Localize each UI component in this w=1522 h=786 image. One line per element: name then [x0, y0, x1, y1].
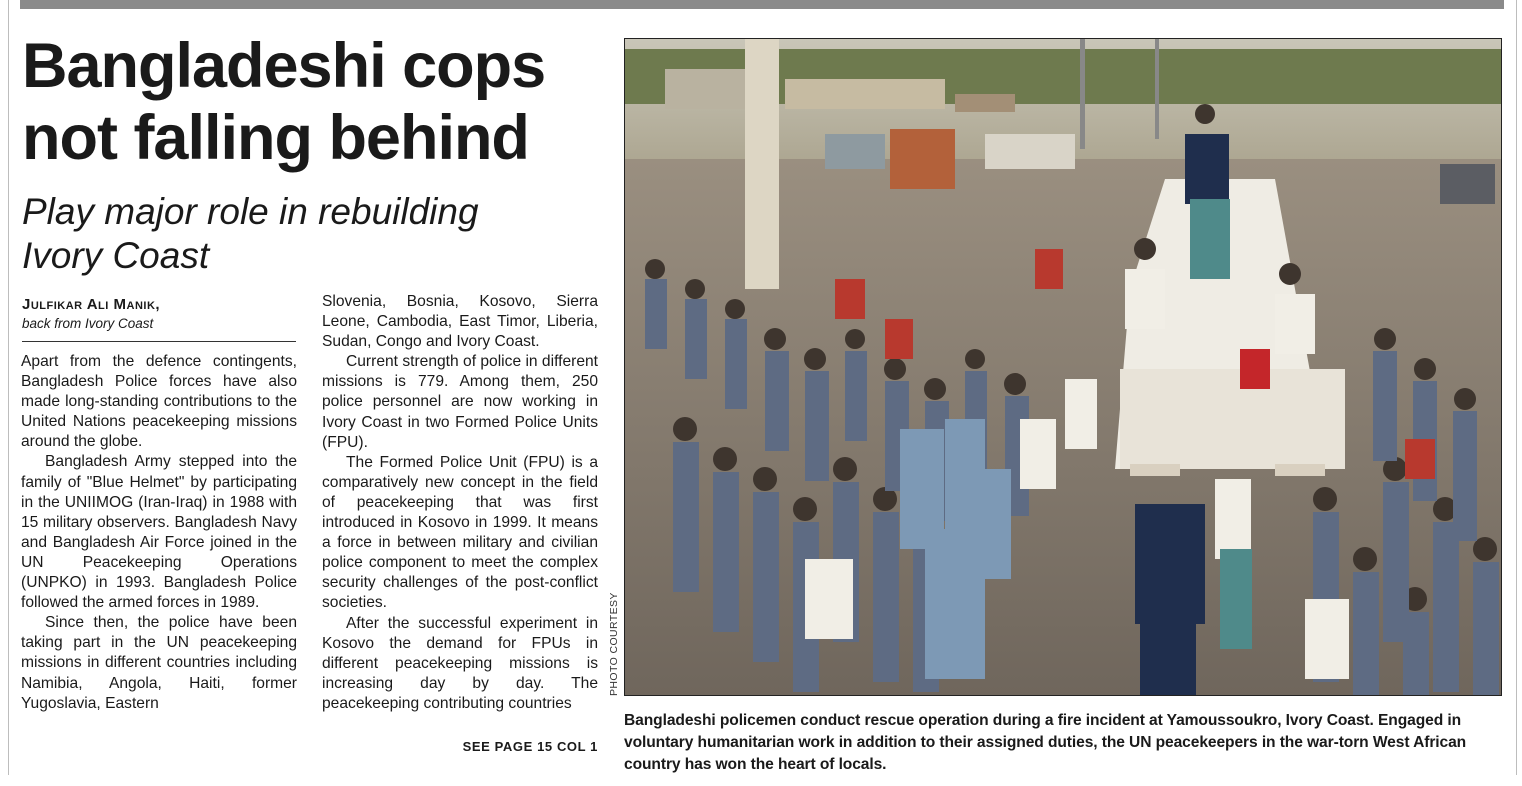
paragraph: The Formed Police Unit (FPU) is a comparatively new concept in the field of peacekeeping that was first introduced in Kosovo in 1999. It means a force in between military and civilian police component to meet the complex security challenges of the post-conflict societies. — [322, 453, 598, 612]
article-column-2 — [322, 292, 598, 714]
left-border — [8, 0, 9, 775]
top-rule — [20, 0, 1504, 9]
paragraph: Apart from the defence contingents, Bangladesh Police forces have also made long-standing contributions to the United Nations peacekeeping missions around the globe. — [21, 353, 297, 451]
byline-dateline: back from Ivory Coast — [22, 316, 154, 331]
paragraph: Bangladesh Army stepped into the family of "Blue Helmet" by participating in the UNIIMOG (Iran-Iraq) in 1988 with 15 military observers. Bangladesh Navy and Bangladesh Air Force joined in the UN Peacekeeping Operations (UNPKO) in 1993. Bangladesh Police followed the armed forces in 1989. — [21, 453, 297, 612]
subheadline-line-1: Play major role in rebuilding — [22, 191, 479, 232]
subheadline — [22, 190, 602, 278]
byline — [22, 295, 296, 333]
photo-credit: PHOTO COURTESY — [608, 592, 620, 696]
news-photo — [624, 38, 1502, 696]
right-border — [1516, 0, 1517, 775]
paragraph: Slovenia, Bosnia, Kosovo, Sierra Leone, Cambodia, East Timor, Liberia, Sudan, Congo and Ivory Coast. — [322, 293, 598, 351]
paragraph: Current strength of police in different missions is 779. Among them, 250 police personnel are now working in Ivory Coast in two Formed Police Units (FPU). — [322, 353, 598, 451]
paragraph: After the successful experiment in Kosovo the demand for FPUs in different peacekeeping missions is increasing day by day. The peacekeeping contributing countries — [322, 614, 598, 712]
byline-rule — [22, 341, 296, 342]
headline-line-2: not falling behind — [22, 103, 529, 173]
byline-author: Julfikar Ali Manik, — [22, 296, 161, 313]
photo-caption: Bangladeshi policemen conduct rescue operation during a fire incident at Yamoussoukro, Ivory Coast. Engaged in voluntary humanitarian work in addition to their assigned duties, the UN peacekeepers in the war-torn West African country has won the heart of locals. — [624, 712, 1467, 773]
crowd-photo-illustration — [625, 39, 1502, 696]
headline — [22, 30, 612, 174]
paragraph: Since then, the police have been taking part in the UN peacekeeping missions in different countries including Namibia, Angola, Haiti, former Yugoslavia, Eastern — [21, 614, 297, 712]
headline-line-1: Bangladeshi cops — [22, 31, 546, 101]
subheadline-line-2: Ivory Coast — [22, 235, 210, 276]
continuation-jump-line: SEE PAGE 15 COL 1 — [462, 739, 598, 754]
article-column-1 — [21, 352, 297, 714]
